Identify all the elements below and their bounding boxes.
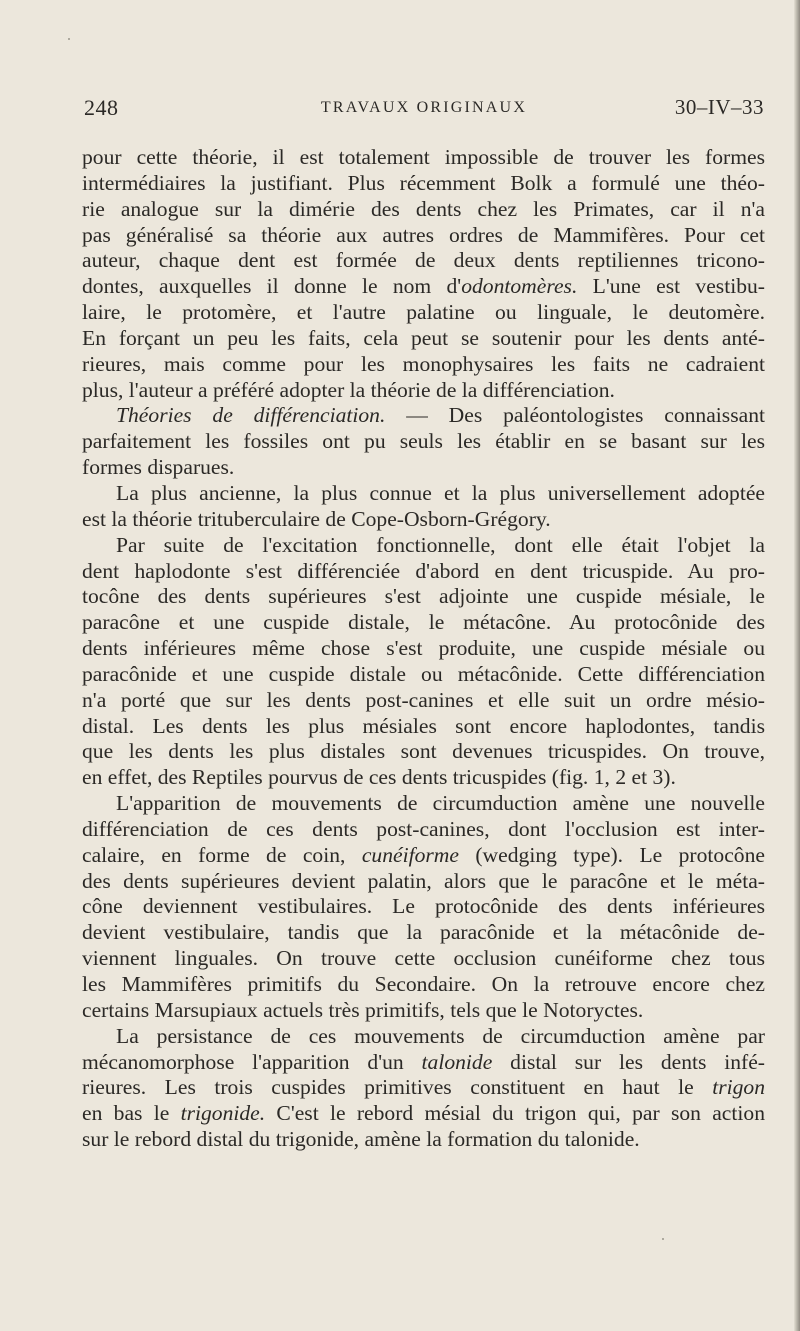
text-line: formes disparues. [82,455,235,480]
text-line: distal. Les dents les plus mésiales sont encore haplodontes, tandis [82,713,765,738]
text-line: dent haplodonte s'est différenciée d'abord en dent tricuspide. Au pro- [82,558,765,583]
text-line: que les dents les plus distales sont devenues tricuspides. On trouve, [82,739,765,764]
text-line: est la théorie trituberculaire de Cope-Osborn-Grégory. [82,506,551,531]
paper-speck [662,1238,664,1240]
body-text [82,145,765,1153]
italic-text: trigonide. [180,1101,266,1126]
paragraph [82,481,765,533]
text-line: La plus ancienne, la plus connue et la plus universellement adoptée [116,480,765,505]
text-line: des dents supérieures devient palatin, alors que le paracône et le méta- [82,868,765,893]
text-line: pas généralisé sa théorie aux autres ordres de Mammifères. Pour cet [82,222,765,247]
text-line: mécanomorphose l'apparition d'un talonide distal sur les dents infé- [82,1049,765,1074]
paragraph [82,403,765,481]
paragraph [82,1024,765,1153]
text-line: cône deviennent vestibulaires. Le protocônide des dents inférieures [82,894,765,919]
text-line: paracône et une cuspide distale, le métacône. Au protocônide des [82,610,765,635]
text-line: calaire, en forme de coin, cunéiforme (wedging type). Le protocône [82,842,765,867]
text-line: sur le rebord distal du trigonide, amène la formation du talonide. [82,1127,640,1152]
text-line: rieures. Les trois cuspides primitives constituent en haut le trigon [82,1075,765,1100]
text-line: n'a porté que sur les dents post-canines et elle suit un ordre mésio- [82,687,765,712]
text-line: rie analogue sur la dimérie des dents chez les Primates, car il n'a [82,196,765,221]
italic-text: talonide [421,1049,493,1074]
running-header [84,95,764,125]
text-line: en bas le trigonide. C'est le rebord mésial du trigon qui, par son action [82,1101,765,1126]
header-date: 30–IV–33 [674,95,764,119]
text-line: laire, le protomère, et l'autre palatine ou linguale, le deutomère. [82,300,765,325]
text-line: auteur, chaque dent est formée de deux dents reptiliennes tricono- [82,248,765,273]
text-line: Par suite de l'excitation fonctionnelle, dont elle était l'objet la [116,532,765,557]
page-number: 248 [84,95,119,120]
italic-text: cunéiforme [361,842,459,867]
text-line: En forçant un peu les faits, cela peut se soutenir pour les dents anté- [82,325,765,350]
text-line: paracônide et une cuspide distale ou métacônide. Cette différenciation [82,661,765,686]
text-line: en effet, des Reptiles pourvus de ces dents tricuspides (fig. 1, 2 et 3). [82,765,676,790]
text-line: certains Marsupiaux actuels très primitifs, tels que le Notoryctes. [82,997,644,1022]
text-line: devient vestibulaire, tandis que la paracônide et la métacônide de- [82,920,765,945]
text-line: dontes, auxquelles il donne le nom d'odontomères. L'une est vestibu- [82,274,765,299]
text-line: intermédiaires la justifiant. Plus récemment Bolk a formulé une théo- [82,170,765,195]
paragraph [82,791,765,1024]
text-line: plus, l'auteur a préféré adopter la théorie de la différenciation. [82,377,615,402]
text-line: rieures, mais comme pour les monophysaires les faits ne cadraient [82,351,765,376]
text-line: pour cette théorie, il est totalement impossible de trouver les formes [82,145,765,169]
page-edge-shadow [794,0,800,1331]
italic-text: odontomères. [461,274,578,299]
paragraph [82,533,765,791]
text-line: dents inférieures même chose s'est produite, une cuspide mésiale ou [82,636,765,661]
text-line: parfaitement les fossiles ont pu seuls les établir en se basant sur les [82,429,765,454]
text-line: les Mammifères primitifs du Secondaire. On la retrouve encore chez [82,972,765,996]
paper-speck [68,38,70,40]
text-line: différenciation de ces dents post-canines, dont l'occlusion est inter- [82,816,765,841]
paragraph [82,145,765,403]
running-title: TRAVAUX ORIGINAUX [320,99,528,116]
text-line: La persistance de ces mouvements de circumduction amène par [116,1023,765,1048]
text-line: viennent linguales. On trouve cette occlusion cunéiforme chez tous [82,946,765,971]
text-line: L'apparition de mouvements de circumduction amène une nouvelle [116,791,765,816]
text-line: tocône des dents supérieures s'est adjointe une cuspide mésiale, le [82,584,765,609]
text-line: Théories de différenciation. — Des paléontologistes connaissant [116,403,765,428]
italic-text: Théories de différenciation. [116,403,386,428]
italic-text: trigon [712,1075,765,1100]
